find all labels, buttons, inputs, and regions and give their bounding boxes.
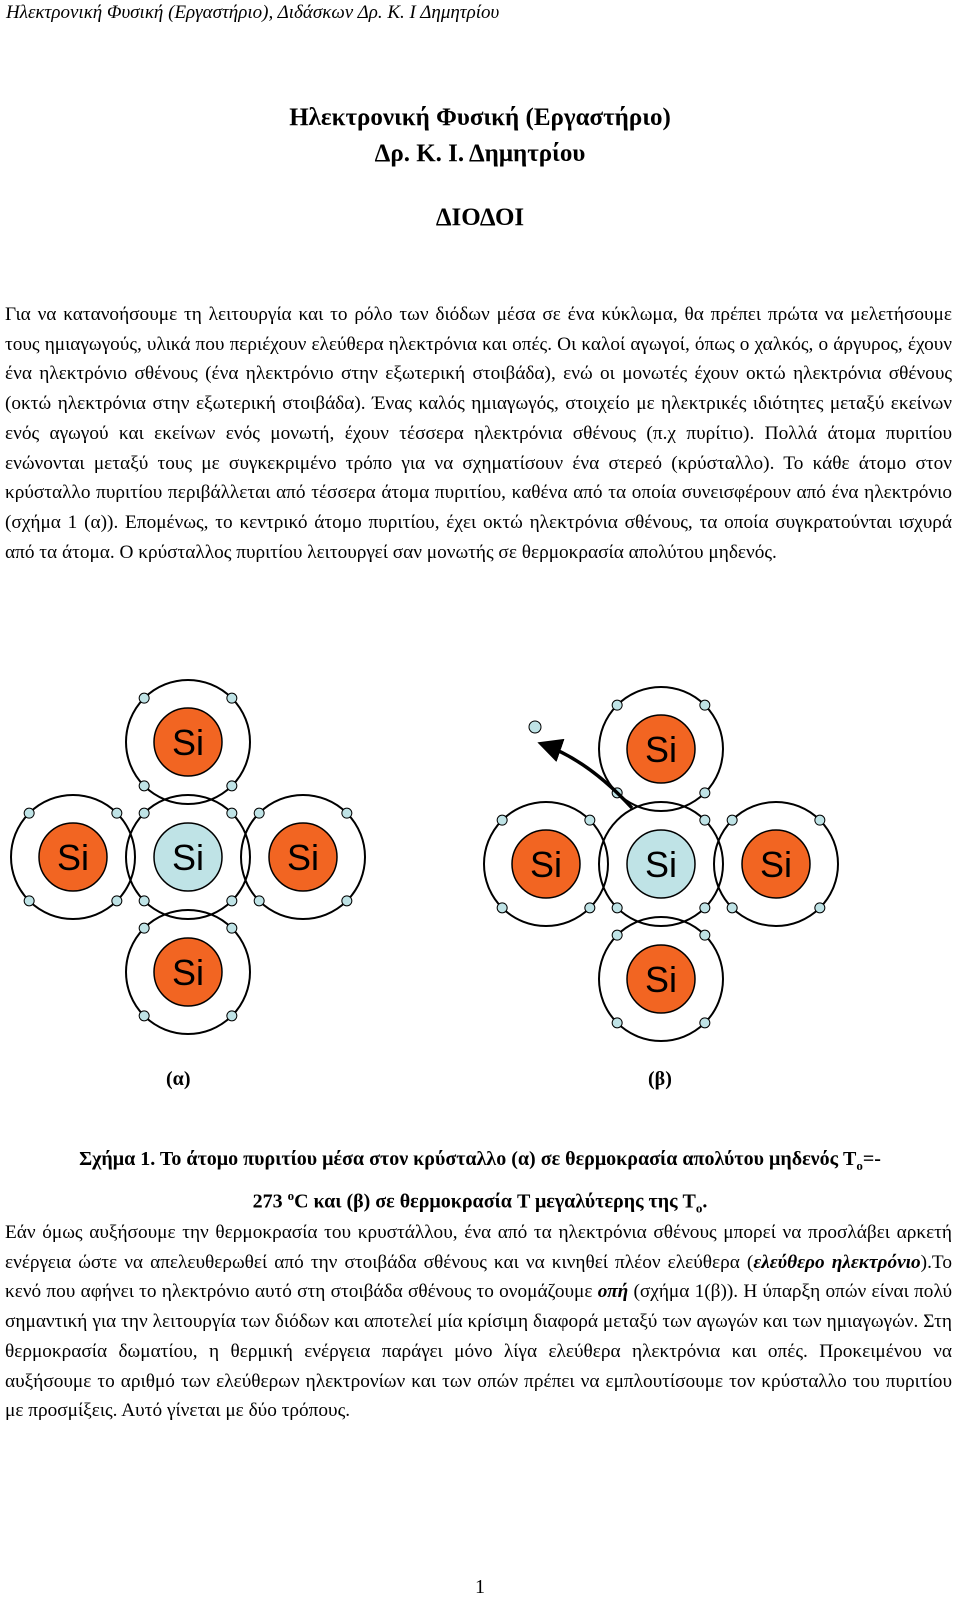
- atom-label: Si: [644, 729, 678, 770]
- valence-electron: [227, 896, 237, 906]
- valence-electron: [112, 896, 122, 906]
- valence-electron: [139, 896, 149, 906]
- valence-electron: [227, 923, 237, 933]
- atom-label: Si: [759, 844, 793, 885]
- valence-electron: [700, 815, 710, 825]
- atom-label: Si: [529, 844, 563, 885]
- valence-electron: [139, 923, 149, 933]
- valence-electron: [612, 903, 622, 913]
- valence-electron: [342, 808, 352, 818]
- valence-electron: [254, 808, 264, 818]
- author-line: Δρ. Κ. Ι. Δημητρίου: [374, 140, 586, 167]
- hole-term: οπή: [597, 1281, 629, 1303]
- figure-label-a: (α): [166, 1068, 191, 1090]
- valence-electron: [24, 808, 34, 818]
- valence-electron: [727, 815, 737, 825]
- free-electron: [529, 721, 541, 733]
- valence-electron: [612, 700, 622, 710]
- valence-electron: [139, 693, 149, 703]
- valence-electron: [227, 693, 237, 703]
- atom-label: Si: [171, 952, 205, 993]
- figure-label-b: (β): [648, 1068, 672, 1090]
- valence-electron: [112, 808, 122, 818]
- page-number: 1: [475, 1576, 485, 1598]
- valence-electron: [342, 896, 352, 906]
- body-paragraph: Εάν όμως αυξήσουμε την θερμοκρασία του κρυστάλλου, ένα από τα ηλεκτρόνια σθένους μπορεί να προσλάβει αρκετή ενέργεια ώστε να απελευθερωθεί από την στοιβάδα σθένους και να κινηθεί πλέον ελεύθερα (ελεύθερο ηλεκτρόνιο).Το κενό που αφήνει το ηλεκτρόνιο αυτό στη στοιβάδα σθένους το ονομάζουμε οπή (σχήμα 1(β)). Η ύπαρξη οπών είναι πολύ σημαντική για την λειτουργία των διόδων και αποτελεί μία κρίσιμη διαφορά μεταξύ των αγωγών και των ημιαγωγών. Στη θερμοκρασία δωματίου, η θερμική ενέργεια παράγει μόνο λίγα ελεύθερα ηλεκτρόνια και οπές. Προκειμένου να αυξήσουμε το αριθμό των ελεύθερων ηλεκτρονίων και των οπών πρέπει να εμπλουτίσουμε τον κρύσταλλο του πυριτίου με προσμίξεις. Αυτό γίνεται με δύο τρόπους.: [5, 1222, 952, 1422]
- valence-electron: [254, 896, 264, 906]
- valence-electron: [612, 1018, 622, 1028]
- valence-electron: [815, 815, 825, 825]
- intro-paragraph: Για να κατανοήσουμε τη λειτουργία και το ρόλο των διόδων μέσα σε ένα κύκλωμα, θα πρέπει πρώτα να μελετήσουμε τους ημιαγωγούς, υλικά που περιέχουν ελεύθερα ηλεκτρόνια και οπές. Οι καλοί αγωγοί, όπως ο χαλκός, ο άργυρος, έχουν ένα ηλεκτρόνιο σθένους (ένα ηλεκτρόνιο στην εξωτερική στοιβάδα), ενώ οι μονωτές έχουν οκτώ ηλεκτρόνια σθένους (οκτώ ηλεκτρόνια στην εξωτερική στοιβάδα). Ένας καλός ημιαγωγός, στοιχείο με ηλεκτρικές ιδιότητες μεταξύ εκείνων ενός αγωγού και εκείνων ενός μονωτή, έχουν τέσσερα ηλεκτρόνια σθένους (π.χ πυρίτιο). Πολλά άτομα πυριτίου ενώνονται μεταξύ τους με συγκεκριμένο τρόπο για να σχηματίσουν ένα στερεό (κρύσταλλο). Το κάθε άτομο στον κρύσταλλο πυριτίου περιβάλλεται από τέσσερα άτομα πυριτίου, καθένα από τα οποία συνεισφέρουν από ένα ηλεκτρόνιο (σχήμα 1 (α)). Επομένως, το κεντρικό άτομο πυριτίου, έχει οκτώ ηλεκτρόνια σθένους, τα οποία συγκρατούνται ισχυρά από τα άτομα. Ο κρύσταλλος πυριτίου λειτουργεί σαν μονωτής σε θερμοκρασία απολύτου μηδενός.: [5, 304, 952, 563]
- valence-electron: [227, 1011, 237, 1021]
- valence-electron: [700, 930, 710, 940]
- atom-label: Si: [644, 844, 678, 885]
- atom-label: Si: [644, 959, 678, 1000]
- valence-electron: [139, 1011, 149, 1021]
- atom-label: Si: [171, 837, 205, 878]
- valence-electron: [700, 903, 710, 913]
- valence-electron: [612, 930, 622, 940]
- valence-electron: [585, 903, 595, 913]
- atom-label: Si: [171, 722, 205, 763]
- valence-electron: [700, 700, 710, 710]
- valence-electron: [585, 815, 595, 825]
- valence-electron: [497, 903, 507, 913]
- valence-electron: [24, 896, 34, 906]
- section-heading: ΔΙΟΔΟΙ: [435, 204, 525, 231]
- valence-electron: [227, 808, 237, 818]
- silicon-crystal-figure: [0, 670, 960, 1130]
- valence-electron: [700, 788, 710, 798]
- atom-label: Si: [286, 837, 320, 878]
- valence-electron: [700, 1018, 710, 1028]
- free-electron-arrow: [542, 744, 632, 808]
- document-title: Ηλεκτρονική Φυσική (Εργαστήριο): [289, 104, 671, 131]
- figure-caption: Σχήμα 1. Το άτομο πυριτίου μέσα στον κρύσταλλο (α) σε θερμοκρασία απολύτου μηδενός $T_o=-$ 273 $^o$C και (β) σε θερμοκρασία T μεγαλύτερης της $T_o$.: [79, 1148, 881, 1216]
- figure-b-lattice: [484, 687, 838, 1041]
- figure-a-lattice: [11, 680, 365, 1034]
- running-header: Ηλεκτρονική Φυσική (Εργαστήριο), Διδάσκων Δρ. Κ. Ι Δημητρίου: [6, 2, 500, 23]
- valence-electron: [727, 903, 737, 913]
- valence-electron: [227, 781, 237, 791]
- valence-electron: [815, 903, 825, 913]
- valence-electron: [139, 808, 149, 818]
- valence-electron: [497, 815, 507, 825]
- free-electron-term: ελεύθερο ηλεκτρόνιο: [753, 1251, 921, 1273]
- valence-electron: [139, 781, 149, 791]
- atom-label: Si: [56, 837, 90, 878]
